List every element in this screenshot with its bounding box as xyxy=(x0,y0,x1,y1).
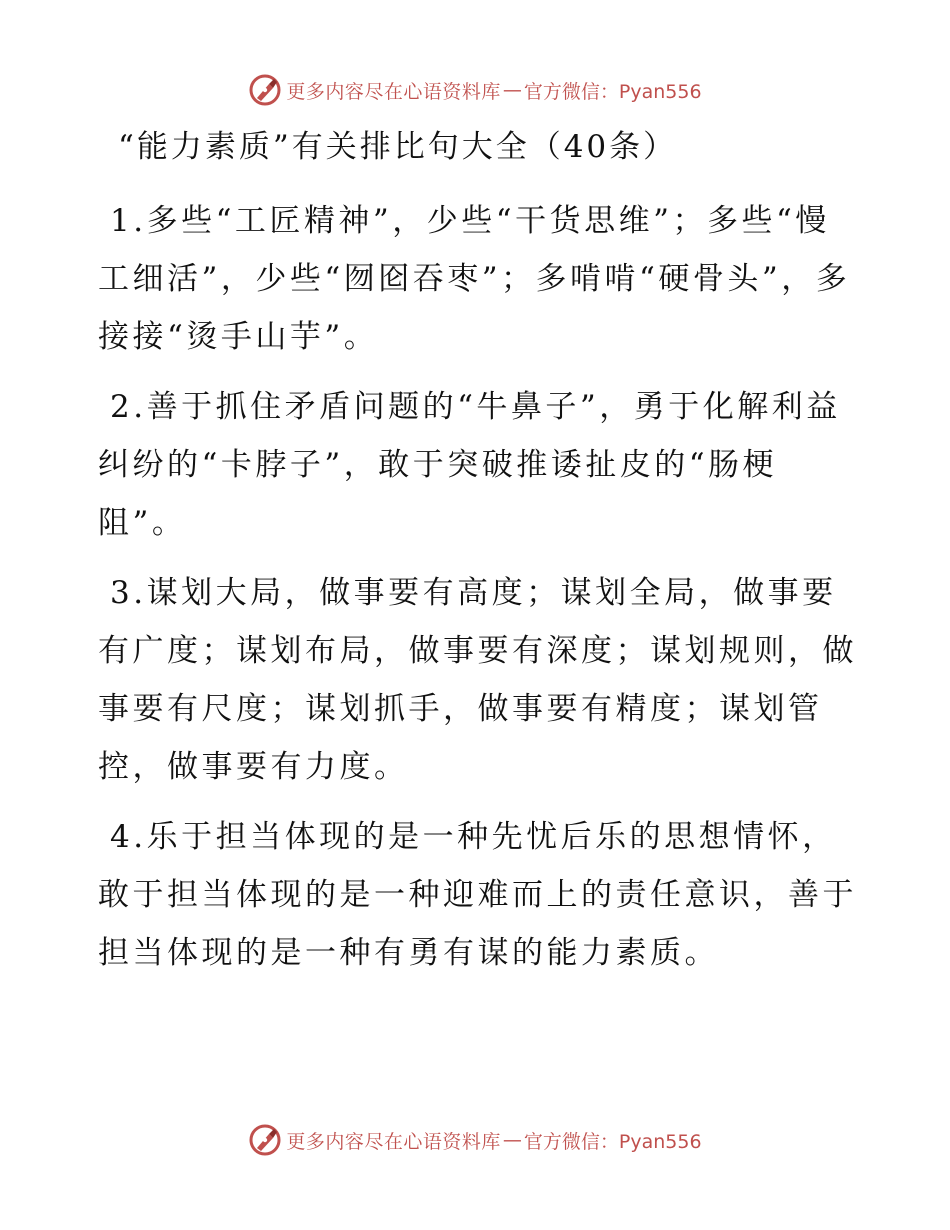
pen-logo-icon xyxy=(248,1123,282,1157)
paragraph-number: 2. xyxy=(110,389,147,425)
paragraph-2 xyxy=(98,378,858,552)
watermark-dash: — xyxy=(502,1129,522,1151)
paragraph-text: 多些“工匠精神”，少些“干货思维”；多些“慢工细活”，少些“囫囵吞枣”；多啃啃“硬骨头”，多接接“烫手山芋”。 xyxy=(98,203,851,355)
watermark-account: 官方微信：Pyan556 xyxy=(523,80,702,103)
paragraph-text: 乐于担当体现的是一种先忧后乐的思想情怀，敢于担当体现的是一种迎难而上的责任意识，善于担当体现的是一种有勇有谋的能力素质。 xyxy=(98,819,857,971)
footer-watermark xyxy=(0,1120,950,1160)
paragraph-text: 善于抓住矛盾问题的“牛鼻子”，勇于化解利益纠纷的“卡脖子”，敢于突破推诿扯皮的“肠梗阻”。 xyxy=(98,389,841,541)
document-body xyxy=(98,192,858,994)
watermark-dash: — xyxy=(502,79,522,101)
watermark-account: 官方微信：Pyan556 xyxy=(523,1130,702,1153)
paragraph-1 xyxy=(98,192,858,366)
pen-logo-icon xyxy=(248,73,282,107)
paragraph-text: 谋划大局，做事要有高度；谋划全局，做事要有广度；谋划布局，做事要有深度；谋划规则，做事要有尺度；谋划抓手，做事要有精度；谋划管控，做事要有力度。 xyxy=(98,575,857,785)
paragraph-3 xyxy=(98,564,858,796)
header-watermark xyxy=(0,70,950,110)
paragraph-4 xyxy=(98,808,858,982)
document-title: “能力素质”有关排比句大全（40条） xyxy=(118,129,678,165)
watermark-text: 更多内容尽在心语资料库 xyxy=(286,80,501,103)
paragraph-number: 1. xyxy=(110,203,147,239)
watermark-text: 更多内容尽在心语资料库 xyxy=(286,1130,501,1153)
paragraph-number: 3. xyxy=(110,575,147,611)
paragraph-number: 4. xyxy=(110,819,147,855)
